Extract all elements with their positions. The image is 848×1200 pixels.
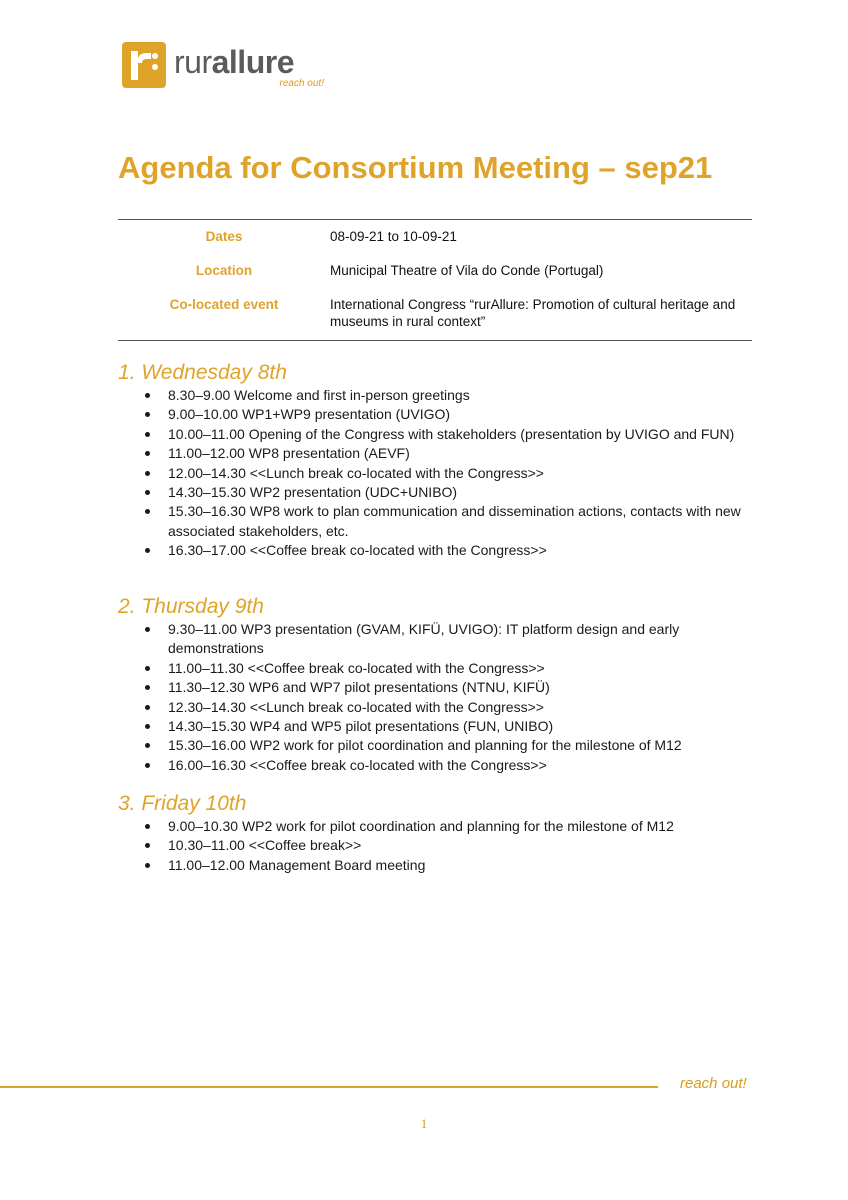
- list-item: 12.30–14.30 <<Lunch break co-located with the Congress>>: [168, 698, 758, 717]
- logo-tagline: reach out!: [279, 78, 324, 89]
- meeting-info-table: [118, 219, 752, 341]
- list-item: 16.00–16.30 <<Coffee break co-located with the Congress>>: [168, 756, 758, 775]
- info-value: Municipal Theatre of Vila do Conde (Portugal): [330, 263, 604, 278]
- logo-text-light: rur: [174, 44, 212, 80]
- list-item: 14.30–15.30 WP4 and WP5 pilot presentations (FUN, UNIBO): [168, 717, 758, 736]
- list-item: 15.30–16.30 WP8 work to plan communication and dissemination actions, contacts with new associated stakeholders, etc.: [168, 502, 758, 541]
- agenda-day-thursday: [118, 594, 758, 775]
- logo-wordmark: [174, 44, 294, 80]
- footer-tagline: reach out!: [680, 1075, 747, 1092]
- list-item: 11.30–12.30 WP6 and WP7 pilot presentations (NTNU, KIFÜ): [168, 678, 758, 697]
- info-label-text: Location: [195, 263, 253, 278]
- info-label: [118, 296, 330, 330]
- list-item: 11.00–11.30 <<Coffee break co-located with the Congress>>: [168, 659, 758, 678]
- list-item: 9.00–10.00 WP1+WP9 presentation (UVIGO): [168, 405, 758, 424]
- section-heading: 2. Thursday 9th: [118, 595, 264, 618]
- agenda-day-friday: [118, 791, 758, 875]
- list-item: 14.30–15.30 WP2 presentation (UDC+UNIBO): [168, 483, 758, 502]
- list-item: 10.30–11.00 <<Coffee break>>: [168, 836, 758, 855]
- agenda-list: [118, 620, 758, 775]
- list-item: 10.00–11.00 Opening of the Congress with stakeholders (presentation by UVIGO and FUN): [168, 425, 758, 444]
- list-item: 9.00–10.30 WP2 work for pilot coordination and planning for the milestone of M12: [168, 817, 758, 836]
- list-item: 11.00–12.00 Management Board meeting: [168, 856, 758, 875]
- page-number: 1: [420, 1116, 428, 1131]
- section-heading: 1. Wednesday 8th: [118, 361, 287, 384]
- info-label-text: Co-located event: [169, 297, 279, 312]
- footer-divider: [0, 1086, 658, 1088]
- section-heading: 3. Friday 10th: [118, 792, 247, 815]
- agenda-list: [118, 386, 758, 561]
- info-row-location: [118, 262, 752, 279]
- agenda-day-wednesday: [118, 360, 758, 561]
- info-label: [118, 228, 330, 245]
- list-item: 11.00–12.00 WP8 presentation (AEVF): [168, 444, 758, 463]
- rurallure-logo: [122, 40, 332, 92]
- info-value: International Congress “rurAllure: Promotion of cultural heritage and museums in rural context”: [330, 297, 736, 329]
- rurallure-logo-mark-icon: [122, 42, 166, 88]
- list-item: 12.00–14.30 <<Lunch break co-located with the Congress>>: [168, 464, 758, 483]
- list-item: 8.30–9.00 Welcome and first in-person greetings: [168, 386, 758, 405]
- agenda-list: [118, 817, 758, 875]
- info-label-text: Dates: [205, 229, 243, 244]
- list-item: 9.30–11.00 WP3 presentation (GVAM, KIFÜ, UVIGO): IT platform design and early demonstrations: [168, 620, 758, 659]
- page-title: Agenda for Consortium Meeting – sep21: [118, 150, 713, 185]
- logo-text-bold: allure: [211, 44, 294, 80]
- info-row-colocated-event: [118, 296, 752, 330]
- info-label: [118, 262, 330, 279]
- info-row-dates: [118, 228, 752, 245]
- list-item: 15.30–16.00 WP2 work for pilot coordination and planning for the milestone of M12: [168, 736, 758, 755]
- info-value: 08-09-21 to 10-09-21: [330, 229, 457, 244]
- list-item: 16.30–17.00 <<Coffee break co-located with the Congress>>: [168, 541, 758, 560]
